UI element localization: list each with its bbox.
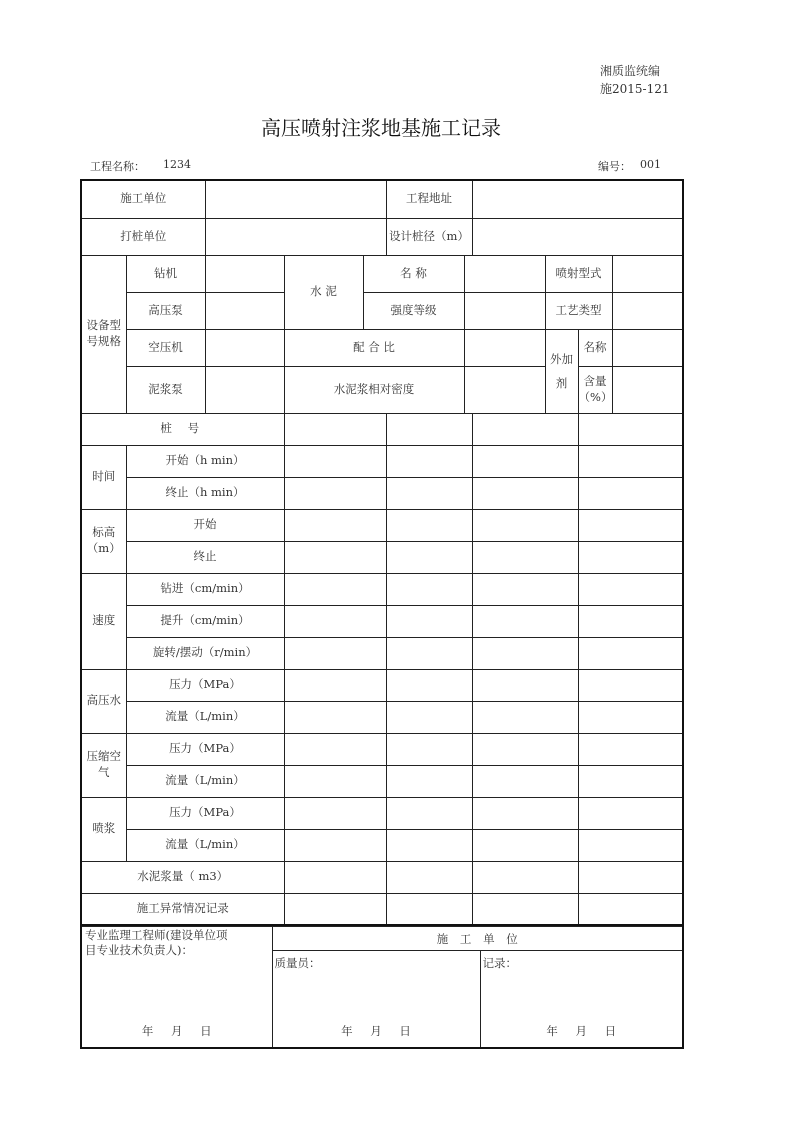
- data-cell[interactable]: [472, 573, 578, 605]
- org-code: 湘质监统编: [600, 64, 661, 78]
- hp-pump-field[interactable]: [205, 292, 284, 329]
- jet-type-label: 喷射型式: [545, 255, 612, 292]
- data-cell[interactable]: [284, 413, 386, 445]
- data-cell[interactable]: [472, 445, 578, 477]
- data-cell[interactable]: [472, 733, 578, 765]
- design-pile-diameter-label: 设计桩径（m）: [386, 218, 472, 255]
- number-label: 编号：: [598, 160, 631, 173]
- data-cell[interactable]: [578, 669, 683, 701]
- design-pile-diameter-field[interactable]: [472, 218, 683, 255]
- strength-grade-field[interactable]: [464, 292, 545, 329]
- admixture-label: 外加剂: [545, 329, 578, 413]
- data-cell[interactable]: [386, 797, 472, 829]
- data-cell[interactable]: [578, 797, 683, 829]
- data-cell[interactable]: [472, 541, 578, 573]
- record-table: [80, 179, 684, 926]
- data-cell[interactable]: [472, 509, 578, 541]
- data-cell[interactable]: [578, 701, 683, 733]
- mix-ratio-field[interactable]: [464, 329, 545, 366]
- data-cell[interactable]: [284, 477, 386, 509]
- data-cell[interactable]: [386, 701, 472, 733]
- data-cell[interactable]: [386, 829, 472, 861]
- data-cell[interactable]: [578, 637, 683, 669]
- data-cell[interactable]: [472, 861, 578, 893]
- data-cell[interactable]: [386, 893, 472, 925]
- mud-pump-field[interactable]: [205, 366, 284, 413]
- comp-air-pressure-label: 压力（MPa）: [126, 733, 284, 765]
- data-cell[interactable]: [578, 893, 683, 925]
- recorder-date: 年 月 日: [546, 1024, 617, 1038]
- form-code: 施2015-121: [600, 82, 670, 96]
- project-name-value: 1234: [163, 158, 191, 171]
- pile-no-label: 桩 号: [81, 413, 284, 445]
- time-start-label: 开始（h min）: [126, 445, 284, 477]
- air-compressor-field[interactable]: [205, 329, 284, 366]
- piling-unit-label: 打桩单位: [81, 218, 205, 255]
- cement-name-label: 名 称: [363, 255, 464, 292]
- air-compressor-label: 空压机: [126, 329, 205, 366]
- signature-table: [80, 926, 684, 1049]
- data-cell[interactable]: [472, 413, 578, 445]
- data-cell[interactable]: [284, 701, 386, 733]
- slurry-density-label: 水泥浆相对密度: [284, 366, 464, 413]
- data-cell[interactable]: [386, 509, 472, 541]
- comp-air-flow-label: 流量（L/min）: [126, 765, 284, 797]
- mud-pump-label: 泥浆泵: [126, 366, 205, 413]
- recorder-cell[interactable]: [480, 951, 683, 1049]
- data-cell[interactable]: [386, 861, 472, 893]
- data-cell[interactable]: [578, 733, 683, 765]
- admix-content-field[interactable]: [612, 366, 683, 413]
- data-cell[interactable]: [284, 861, 386, 893]
- data-cell[interactable]: [386, 541, 472, 573]
- quality-label: 质量员：: [274, 956, 321, 970]
- project-name-label: 工程名称：: [90, 160, 145, 173]
- data-cell[interactable]: [386, 605, 472, 637]
- data-cell[interactable]: [578, 861, 683, 893]
- cement-name-field[interactable]: [464, 255, 545, 292]
- data-cell[interactable]: [284, 669, 386, 701]
- data-cell[interactable]: [386, 445, 472, 477]
- data-cell[interactable]: [472, 477, 578, 509]
- time-label: 时间: [81, 445, 126, 509]
- page-title: 高压喷射注浆地基施工记录: [261, 116, 501, 140]
- admix-name-field[interactable]: [612, 329, 683, 366]
- data-cell[interactable]: [472, 829, 578, 861]
- jet-type-field[interactable]: [612, 255, 683, 292]
- anomaly-label: 施工异常情况记录: [81, 893, 284, 925]
- lift-speed-label: 提升（cm/min）: [126, 605, 284, 637]
- grout-label: 喷浆: [81, 797, 126, 861]
- construction-unit-field[interactable]: [205, 180, 386, 218]
- construction-unit-label: 施工单位: [81, 180, 205, 218]
- data-cell[interactable]: [578, 445, 683, 477]
- project-address-field[interactable]: [472, 180, 683, 218]
- data-cell[interactable]: [386, 733, 472, 765]
- time-end-label: 终止（h min）: [126, 477, 284, 509]
- supervisor-label: 专业监理工程师(建设单位项目专业技术负责人)：: [85, 928, 228, 957]
- project-address-label: 工程地址: [386, 180, 472, 218]
- mix-ratio-label: 配 合 比: [284, 329, 464, 366]
- data-cell[interactable]: [578, 605, 683, 637]
- data-cell[interactable]: [284, 605, 386, 637]
- supervisor-date: 年 月 日: [141, 1024, 212, 1038]
- data-cell[interactable]: [284, 893, 386, 925]
- data-cell[interactable]: [578, 477, 683, 509]
- number-value: 001: [640, 158, 661, 171]
- admix-content-label: 含量（%）: [578, 366, 612, 413]
- grout-pressure-label: 压力（MPa）: [126, 797, 284, 829]
- data-cell[interactable]: [472, 893, 578, 925]
- supervisor-cell[interactable]: [81, 927, 272, 1049]
- hp-water-label: 高压水: [81, 669, 126, 733]
- rotate-speed-label: 旋转/摆动（r/min）: [126, 637, 284, 669]
- piling-unit-field[interactable]: [205, 218, 386, 255]
- data-cell[interactable]: [284, 829, 386, 861]
- data-cell[interactable]: [578, 829, 683, 861]
- data-cell[interactable]: [386, 573, 472, 605]
- drill-label: 钻机: [126, 255, 205, 292]
- construction-unit-heading: 施 工 单 位: [272, 927, 683, 951]
- data-cell[interactable]: [284, 509, 386, 541]
- data-cell[interactable]: [284, 541, 386, 573]
- elevation-end-label: 终止: [126, 541, 284, 573]
- grout-flow-label: 流量（L/min）: [126, 829, 284, 861]
- comp-air-label: 压缩空气: [81, 733, 126, 797]
- data-cell[interactable]: [472, 701, 578, 733]
- process-type-field[interactable]: [612, 292, 683, 329]
- recorder-label: 记录：: [482, 956, 517, 970]
- elevation-label: 标高（m）: [81, 509, 126, 573]
- data-cell[interactable]: [578, 573, 683, 605]
- data-cell[interactable]: [472, 637, 578, 669]
- hp-water-pressure-label: 压力（MPa）: [126, 669, 284, 701]
- data-cell[interactable]: [284, 733, 386, 765]
- drill-in-speed-label: 钻进（cm/min）: [126, 573, 284, 605]
- data-cell[interactable]: [386, 637, 472, 669]
- data-cell[interactable]: [472, 605, 578, 637]
- strength-grade-label: 强度等级: [363, 292, 464, 329]
- elevation-start-label: 开始: [126, 509, 284, 541]
- data-cell[interactable]: [284, 573, 386, 605]
- slurry-volume-label: 水泥浆量（ m3）: [81, 861, 284, 893]
- data-cell[interactable]: [578, 509, 683, 541]
- data-cell[interactable]: [386, 413, 472, 445]
- data-cell[interactable]: [386, 669, 472, 701]
- equipment-spec-label: 设备型号规格: [81, 255, 126, 413]
- hp-water-flow-label: 流量（L/min）: [126, 701, 284, 733]
- data-cell[interactable]: [284, 445, 386, 477]
- drill-field[interactable]: [205, 255, 284, 292]
- speed-label: 速度: [81, 573, 126, 669]
- data-cell[interactable]: [284, 637, 386, 669]
- data-cell[interactable]: [472, 797, 578, 829]
- cement-label: 水 泥: [284, 255, 363, 329]
- data-cell[interactable]: [578, 541, 683, 573]
- data-cell[interactable]: [578, 765, 683, 797]
- data-cell[interactable]: [578, 413, 683, 445]
- data-cell[interactable]: [284, 797, 386, 829]
- data-cell[interactable]: [472, 669, 578, 701]
- process-type-label: 工艺类型: [545, 292, 612, 329]
- data-cell[interactable]: [472, 765, 578, 797]
- admix-name-label: 名称: [578, 329, 612, 366]
- data-cell[interactable]: [386, 477, 472, 509]
- quality-cell[interactable]: [272, 951, 480, 1049]
- data-cell[interactable]: [386, 765, 472, 797]
- quality-date: 年 月 日: [341, 1024, 411, 1038]
- hp-pump-label: 高压泵: [126, 292, 205, 329]
- data-cell[interactable]: [284, 765, 386, 797]
- slurry-density-field[interactable]: [464, 366, 545, 413]
